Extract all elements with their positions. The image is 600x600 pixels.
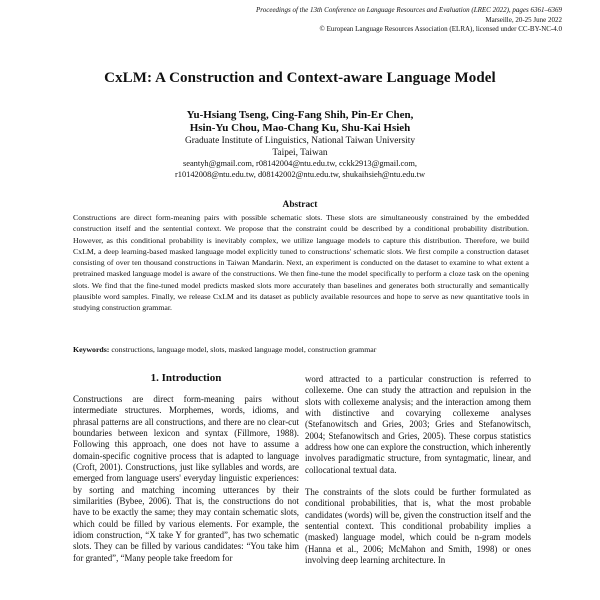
author-list [0, 109, 600, 135]
affiliation [0, 136, 600, 159]
authors-line-2: Hsin-Yu Chou, Mao-Chang Ku, Shu-Kai Hsieh [189, 122, 411, 134]
left-column [73, 394, 299, 564]
section-heading-introduction: 1. Introduction [150, 372, 222, 384]
authors-line-1: Yu-Hsiang Tseng, Cing-Fang Shih, Pin-Er Chen, [186, 109, 414, 121]
emails-line-2: r10142008@ntu.edu.tw, d08142002@ntu.edu.tw, shukaihsieh@ntu.edu.tw [174, 169, 425, 179]
paper-title: CxLM: A Construction and Context-aware Language Model [104, 70, 496, 86]
emails-line-1: seantyh@gmail.com, r08142004@ntu.edu.tw, cckk2913@gmail.com, [182, 159, 418, 168]
right-column [305, 374, 531, 567]
author-emails [0, 159, 600, 180]
abstract-text: Constructions are direct form-meaning pairs with possible schematic slots. These slots are simultaneously constrained by the embedded construction itself and the sentential context. We propose that the constraint could be described by a conditional probability distribution. However, as this conditional probability is inevitably complex, we utilize language models to capture this distribution. Therefore, we build CxLM, a deep learning-based masked language model explicitly tuned to constructions' schematic slots. We first compile a construction dataset consisting of over ten thousand constructions in Taiwan Mandarin. Next, an experiment is conducted on the dataset to examine to what extent a pretrained masked language model is aware of the constructions. We then fine-tune the model specifically to perform a cloze task on the opening slots. We find that the fine-tuned model predicts masked slots more accurately than baselines and generates both structurally and semantically plausible word samples. Finally, we release CxLM and its dataset as publicly available resources and hope to serve as new quantitative tools in studying construction grammar. [73, 213, 529, 313]
right-paragraph-2: The constraints of the slots could be further formulated as conditional probabilities, that is, what the most probable candidates (words) will be, given the construction itself and the sentential context. This conditional probability implies a (masked) language model, which could be n-gram models (Hanna et al., 2006; McMahon and Smith, 1998) or ones involving deep learning architecture. In [305, 487, 531, 566]
keywords [73, 344, 529, 355]
affiliation-line-1: Graduate Institute of Linguistics, National Taiwan University [184, 136, 416, 146]
keywords-text: constructions, language model, slots, masked language model, construction grammar [109, 345, 377, 354]
keywords-label: Keywords: [73, 345, 110, 354]
proceedings-header [142, 6, 562, 35]
abstract-heading: Abstract [282, 200, 318, 210]
header-license-line: © European Language Resources Association (ELRA), licensed under CC-BY-NC-4.0 [319, 25, 562, 34]
intro-paragraph-1: Constructions are direct form-meaning pairs without intermediate structures. Morphemes, words, idioms, and phrasal patterns are all constructions, and there are no clear-cut boundaries between lexicon and syntax (Fillmore, 1988). Following this approach, one does not have to assume a domain-specific cognitive process that is adapted to language (Croft, 2001). Constructions, just like syllables and words, are emerged from language users' everyday linguistic experiences: by sorting and matching incoming utterances by their similarities (Bybee, 2006). That is, the constructions do not have to be exactly the same; they may contain schematic slots, which could be filled by various elements. For example, the idiom construction, “X take Y for granted”, has two schematic slots. They can be filled by various candidates: “You take him for granted”, “Many people take freedom for [73, 394, 299, 563]
header-proceedings-line: Proceedings of the 13th Conference on Language Resources and Evaluation (LREC 2022), pages 6361–6369 [255, 6, 562, 14]
right-paragraph-1: word attracted to a particular construction is referred to collexeme. One can study the attraction and repulsion in the slots with collexeme analysis; and the interaction among them with distinctive and covarying collexeme analyses (Stefanowitsch and Gries, 2003; Gries and Stefanowitsch, 2004; Stefanowitsch and Gries, 2005). These corpus statistics address how one can explore the construction, which inherently involves paradigmatic structure, from syntagmatic, linear, and collocational textual data. [305, 374, 531, 475]
header-location-line: Marseille, 20-25 June 2022 [485, 15, 562, 24]
affiliation-line-2: Taipei, Taiwan [272, 147, 328, 158]
